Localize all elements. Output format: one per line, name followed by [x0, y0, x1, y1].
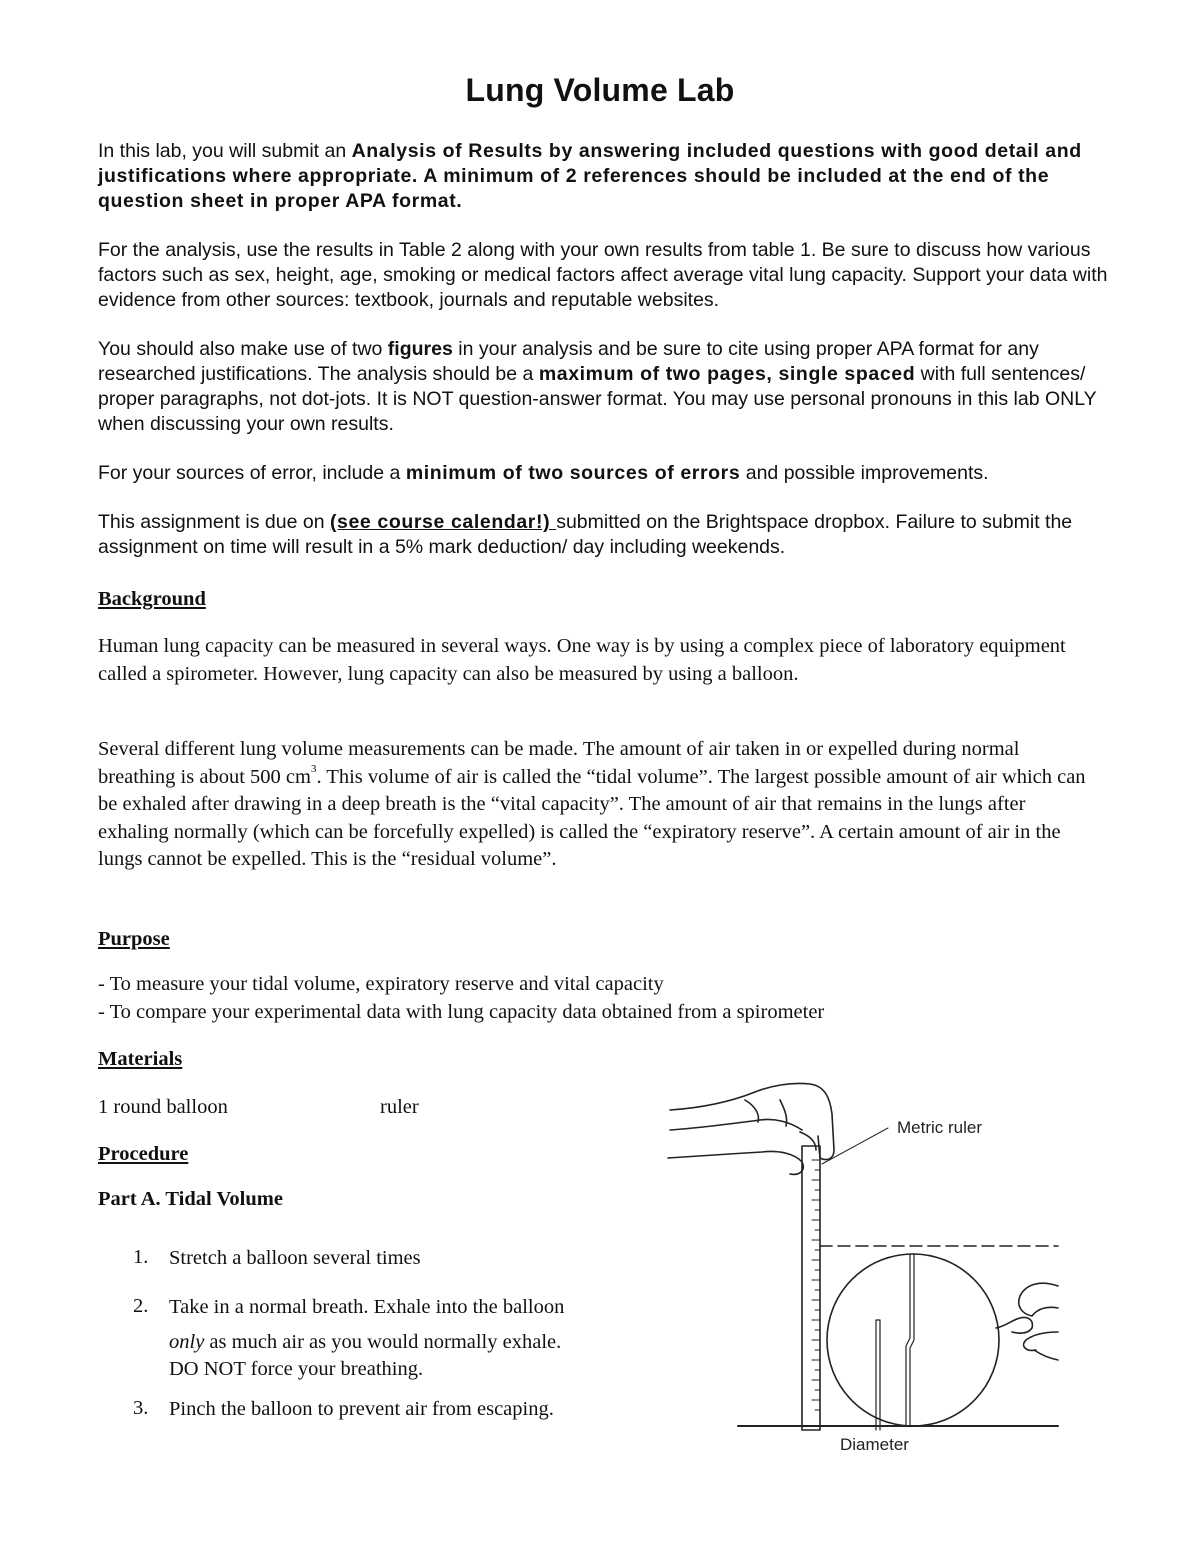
- intro-p5-text-c: submitted on the Brightspace dropbox. Failure to submit the assignment on time will result in a 5% mark deduction/ day including weekends.: [98, 511, 1073, 558]
- intro-p3-bold-figures: figures: [387, 338, 453, 360]
- intro-p3-text-e: with full sentences/ proper paragraphs, not dot-jots. It is NOT question-answer format. You may use personal pronouns in this lab ONLY when discussing your own results.: [98, 363, 1097, 435]
- intro-p3-text-a: You should also make use of two: [98, 338, 388, 360]
- procedure-heading: Procedure: [98, 1143, 189, 1165]
- intro-p4-bold: minimum of two sources of errors: [405, 462, 741, 484]
- step-2-number: 2.: [133, 1295, 149, 1317]
- hand-finger-2: [668, 1151, 803, 1174]
- balloon: [827, 1254, 999, 1426]
- ruler-ticks: [812, 1160, 820, 1410]
- intro-p3-text-c: in your analysis and be sure to cite using proper APA format for any researched justifications. The analysis should be a: [98, 338, 1039, 385]
- procedure-part-a-heading: Part A. Tidal Volume: [98, 1188, 283, 1210]
- intro-p5-text-a: This assignment is due on: [98, 511, 330, 533]
- materials-item-balloon: 1 round balloon: [98, 1096, 228, 1118]
- step-2-text-line-1: Take in a normal breath. Exhale into the balloon: [169, 1296, 565, 1318]
- background-p2-text-b: . This volume of air is called the “tidal volume”. The largest possible amount of air which can be exhaled after drawing in a deep breath is the “vital capacity”. The amount of air that remains in the lungs after exhaling normally (which can be forcefully expelled) is called the “expiratory reserve”. A certain amount of air in the lungs cannot be expelled. This is the “residual volume”.: [98, 765, 1086, 870]
- hand-detail: [745, 1100, 816, 1150]
- materials-heading: Materials: [98, 1048, 183, 1070]
- intro-paragraph-3: [98, 337, 1108, 437]
- intro-paragraph-2: For the analysis, use the results in Table 2 along with your own results from table 1. Be sure to discuss how various factors such as sex, height, age, smoking or medical factors affect average vital lung capacity. Support your data with evidence from other sources: textbook, journals and reputable websites.: [98, 239, 1108, 311]
- intro-p4-text-c: and possible improvements.: [740, 462, 989, 484]
- figure-label-diameter: Diameter: [840, 1435, 909, 1450]
- step-2-text-line-3: DO NOT force your breathing.: [169, 1358, 424, 1380]
- intro-paragraph-1: [98, 139, 1108, 214]
- intro-paragraph-4: [98, 461, 1108, 486]
- intro-p1-bold: Analysis of Results by answering included questions with good detail and justifications where appropriate. A minimum of 2 references should be included at the end of the question sheet in proper APA format.: [98, 140, 1082, 212]
- intro-p4-text-a: For your sources of error, include a: [98, 462, 406, 484]
- hand-finger-1: [670, 1119, 802, 1130]
- balloon-neck: [996, 1317, 1032, 1333]
- background-heading: Background: [98, 588, 206, 610]
- step-3-number: 3.: [133, 1397, 149, 1419]
- figure-label-metric-ruler: Metric ruler: [897, 1118, 983, 1137]
- ruler-leader-line: [822, 1128, 888, 1164]
- inner-stick: [876, 1320, 880, 1430]
- purpose-item-1: - To measure your tidal volume, expiratory reserve and vital capacity: [98, 973, 664, 995]
- background-p2-superscript: 3: [310, 762, 317, 775]
- step-1-number: 1.: [133, 1246, 149, 1268]
- step-2-text-b: as much air as you would normally exhale.: [204, 1331, 562, 1353]
- materials-item-ruler: ruler: [380, 1096, 419, 1118]
- step-2-emphasis: only: [169, 1331, 205, 1353]
- intro-p1-text: In this lab, you will submit an: [98, 140, 352, 162]
- page-title: Lung Volume Lab: [465, 72, 735, 108]
- intro-paragraph-5: [98, 510, 1108, 560]
- step-3-text: Pinch the balloon to prevent air from escaping.: [169, 1398, 554, 1420]
- background-paragraph-1: Human lung capacity can be measured in several ways. One way is by using a complex piece of laboratory equipment called a spirometer. However, lung capacity can also be measured by using a balloon.: [98, 635, 1066, 685]
- intro-p3-bold-maximum: maximum of two pages, single spaced: [538, 363, 916, 385]
- step-2-text-line-2: [169, 1329, 561, 1357]
- background-p2-text-a: Several different lung volume measurements can be made. The amount of air taken in or expelled during normal breathing is about 500 cm: [98, 738, 1020, 788]
- purpose-item-2: - To compare your experimental data with lung capacity data obtained from a spirometer: [98, 1001, 825, 1023]
- background-paragraph-2: [98, 736, 1098, 874]
- intro-p5-due-date: (see course calendar!): [329, 511, 557, 533]
- hand-right: [1019, 1283, 1058, 1360]
- balloon-seam: [906, 1254, 914, 1426]
- step-1-text: Stretch a balloon several times: [169, 1247, 421, 1269]
- purpose-heading: Purpose: [98, 928, 170, 950]
- ruler: [802, 1146, 820, 1430]
- balloon-measurement-figure: [660, 1070, 1060, 1450]
